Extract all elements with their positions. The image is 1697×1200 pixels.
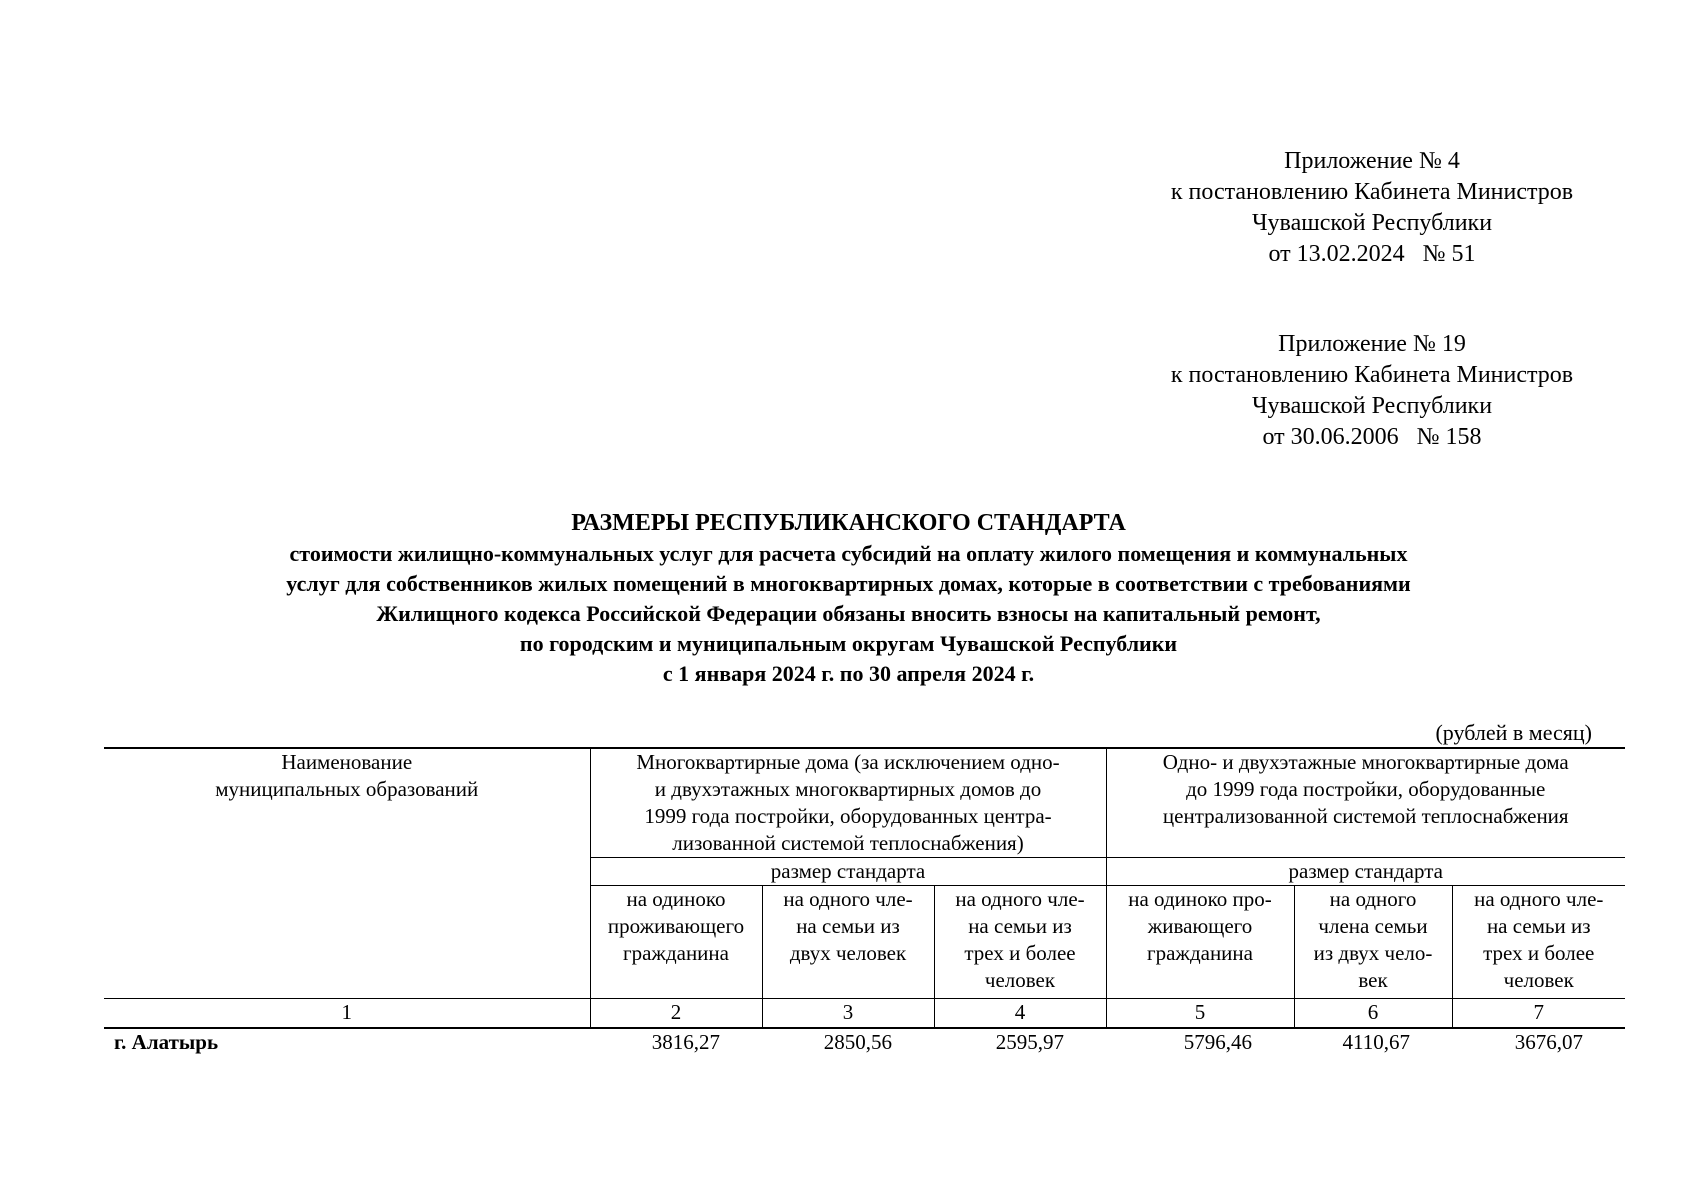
appendix-date-number: от 13.02.2024 № 51 bbox=[1268, 241, 1476, 267]
header-sub-col-3: на одного чле- на семьи из двух человек bbox=[762, 886, 934, 999]
value-cell: 3676,07 bbox=[1514, 1030, 1583, 1054]
column-number: 5 bbox=[1106, 999, 1294, 1029]
appendix-date-number: от 30.06.2006 № 158 bbox=[1262, 424, 1482, 450]
document-title-line: услуг для собственников жилых помещений в многоквартирных домах, которые в соответствии с требованиями bbox=[286, 571, 1411, 596]
value-cell: 2850,56 bbox=[823, 1030, 892, 1054]
value-cell: 3816,27 bbox=[651, 1030, 720, 1054]
header-group-low-rise: Одно- и двухэтажные многоквартирные дома до 1999 года постройки, оборудованные централизованной системой теплоснабжения bbox=[1106, 748, 1625, 858]
appendix-original-block bbox=[1142, 329, 1602, 453]
document-title-line: с 1 января 2024 г. по 30 апреля 2024 г. bbox=[662, 661, 1035, 686]
column-number: 2 bbox=[590, 999, 762, 1029]
value-cell: 5796,46 bbox=[1183, 1030, 1252, 1054]
units-note: (рублей в месяц) bbox=[1435, 720, 1592, 745]
header-sub-col-2: на одиноко проживающего гражданина bbox=[590, 886, 762, 999]
column-number: 4 bbox=[934, 999, 1106, 1029]
document-title-main: РАЗМЕРЫ РЕСПУБЛИКАНСКОГО СТАНДАРТА bbox=[571, 510, 1126, 536]
header-sub-col-6: на одного члена семьи из двух чело- век bbox=[1294, 886, 1452, 999]
standard-size-table bbox=[104, 747, 1625, 1059]
header-group-multi-apartment: Многоквартирные дома (за исключением одно- и двухэтажных многоквартирных домов до 1999 года постройки, оборудованных центра- лизованной системой теплоснабжения) bbox=[590, 748, 1106, 858]
document-title bbox=[0, 507, 1697, 689]
header-municipality: Наименование муниципальных образований bbox=[104, 748, 590, 999]
appendix-resolution-ref: к постановлению Кабинета Министров bbox=[1170, 179, 1574, 205]
value-cell: 4110,67 bbox=[1342, 1030, 1410, 1054]
appendix-number: Приложение № 4 bbox=[1284, 148, 1460, 174]
value-cell: 2595,97 bbox=[995, 1030, 1064, 1054]
municipality-name: г. Алатырь bbox=[114, 1030, 219, 1054]
document-title-line: стоимости жилищно-коммунальных услуг для расчета субсидий на оплату жилого помещения и коммунальных bbox=[289, 541, 1408, 566]
appendix-current-block bbox=[1142, 146, 1602, 270]
header-sub-col-7: на одного чле- на семьи из трех и более человек bbox=[1452, 886, 1625, 999]
header-standard-size-a: размер стандарта bbox=[590, 858, 1106, 886]
header-sub-col-5: на одиноко про- живающего гражданина bbox=[1106, 886, 1294, 999]
document-title-line: Жилищного кодекса Российской Федерации обязаны вносить взносы на капитальный ремонт, bbox=[376, 601, 1321, 626]
appendix-number: Приложение № 19 bbox=[1278, 331, 1466, 357]
column-number: 7 bbox=[1452, 999, 1625, 1029]
column-number: 1 bbox=[104, 999, 590, 1029]
column-number: 6 bbox=[1294, 999, 1452, 1029]
column-number: 3 bbox=[762, 999, 934, 1029]
header-standard-size-b: размер стандарта bbox=[1106, 858, 1625, 886]
header-sub-col-4: на одного чле- на семьи из трех и более человек bbox=[934, 886, 1106, 999]
appendix-republic: Чувашской Республики bbox=[1251, 210, 1493, 236]
appendix-republic: Чувашской Республики bbox=[1251, 393, 1493, 419]
table-row bbox=[104, 1028, 1625, 1059]
document-title-line: по городским и муниципальным округам Чувашской Республики bbox=[519, 631, 1178, 656]
appendix-resolution-ref: к постановлению Кабинета Министров bbox=[1170, 362, 1574, 388]
